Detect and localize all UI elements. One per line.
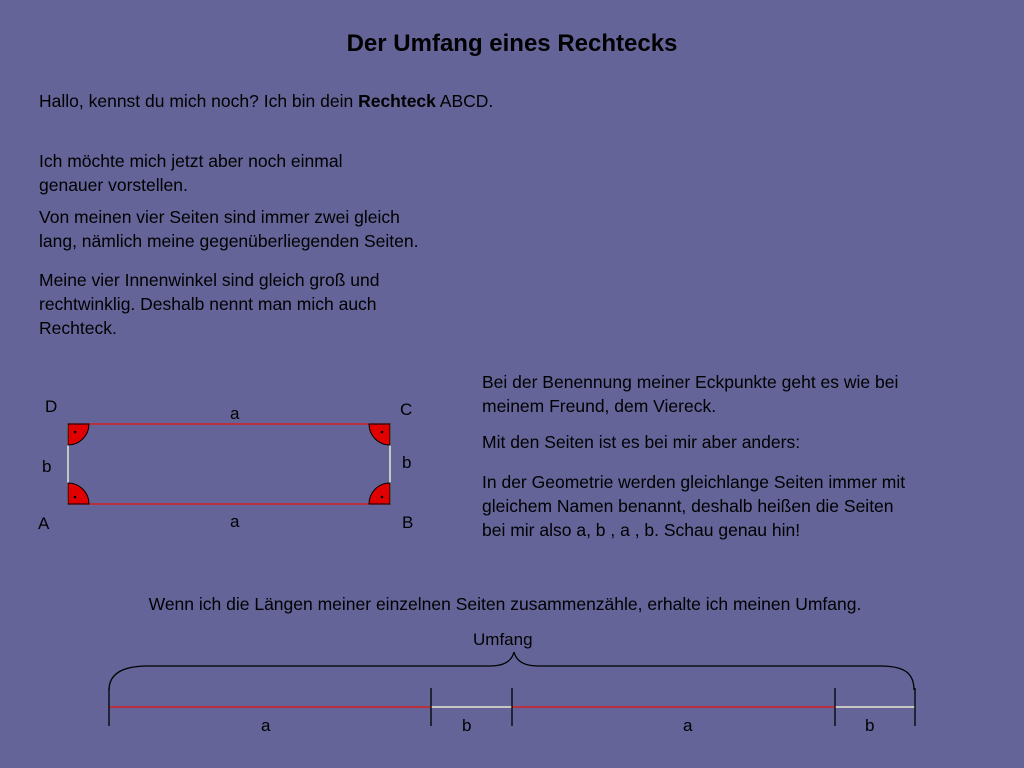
perimeter-segment-label: b [462,716,472,735]
side-label-right: b [402,453,412,472]
side-label-bottom: a [230,512,240,531]
text-line: Ich möchte mich jetzt aber noch einmal [39,151,343,171]
side-label-top: a [230,404,240,423]
text-line: Mit den Seiten ist es bei mir aber anders: [482,432,801,452]
intro-bold: Rechteck [358,91,436,111]
text-line: Von meinen vier Seiten sind immer zwei gleich [39,207,400,227]
perimeter-label: Umfang [473,630,533,649]
text-line: lang, nämlich meine gegenüberliegenden Seiten. [39,231,419,251]
vertex-label-a: A [38,514,50,533]
side-label-left: b [42,457,52,476]
text-line: Rechteck. [39,318,117,338]
angle-marker-a [68,483,89,504]
text-line: In der Geometrie werden gleichlange Seiten immer mit [482,472,906,492]
vertex-label-c: C [400,400,413,419]
perimeter-segment-label: a [683,716,693,735]
angle-marker-b [369,483,390,504]
vertex-label-b: B [402,513,414,532]
text-line: bei mir also a, b , a , b. Schau genau hin! [482,520,801,540]
vertex-label-d: D [45,397,58,416]
text-line: meinem Freund, dem Viereck. [482,396,717,416]
page-title: Der Umfang eines Rechtecks [346,30,678,57]
perimeter-segment-label: a [261,716,271,735]
text-line: Meine vier Innenwinkel sind gleich groß und [39,270,380,290]
intro-before: Hallo, kennst du mich noch? Ich bin dein [39,91,359,111]
text-line: gleichem Namen benannt, deshalb heißen die Seiten [482,496,894,516]
intro-after: ABCD. [435,91,494,111]
perimeter-segment-label: b [865,716,875,735]
angle-marker-c [369,424,390,445]
text-line: Bei der Benennung meiner Eckpunkte geht es wie bei [482,372,899,392]
perimeter-brace [109,652,914,690]
text-line: rechtwinklig. Deshalb nennt man mich auch [39,294,377,314]
text-line: genauer vorstellen. [39,175,188,195]
angle-marker-d [68,424,89,445]
text-line: Wenn ich die Längen meiner einzelnen Seiten zusammenzähle, erhalte ich meinen Umfang. [148,594,862,614]
